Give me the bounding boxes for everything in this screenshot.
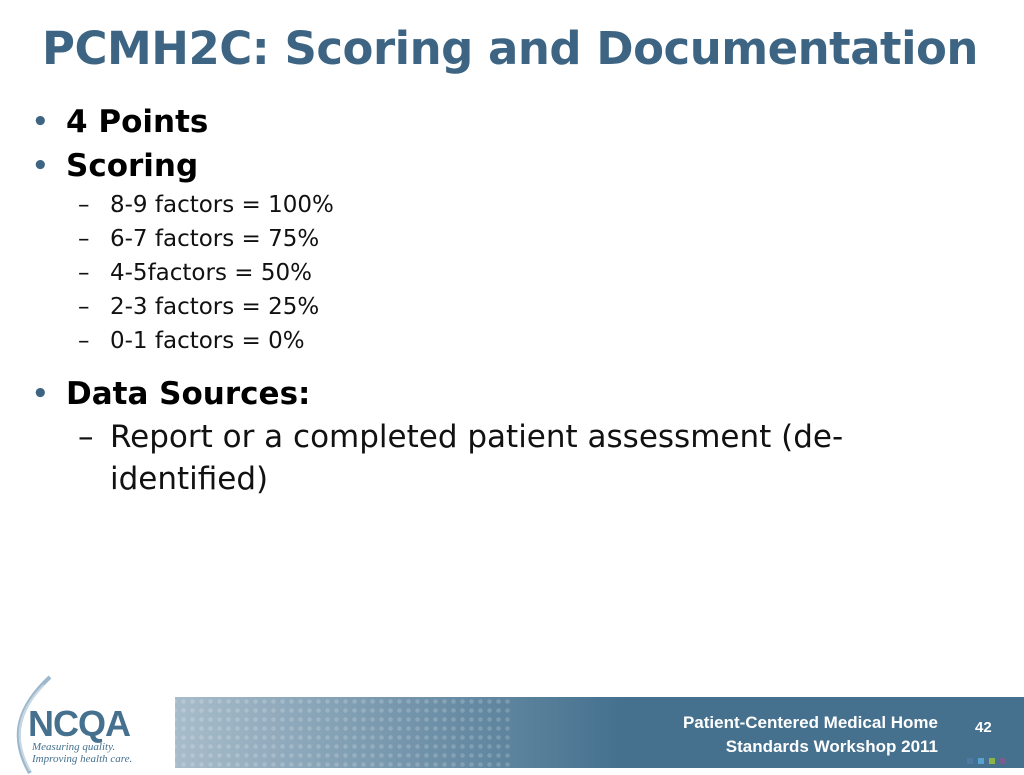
square-icon: [989, 758, 995, 764]
scoring-item-text: 8-9 factors = 100%: [110, 192, 334, 218]
ncqa-logo: [0, 697, 175, 768]
workshop-title: [683, 711, 938, 759]
logo-tagline: [32, 741, 132, 765]
bullet-icon: •: [32, 107, 49, 137]
dash-icon: –: [78, 328, 90, 354]
scoring-item-text: 6-7 factors = 75%: [110, 226, 320, 252]
spacer: [30, 358, 970, 372]
dash-icon: –: [78, 192, 90, 218]
scoring-item: [30, 188, 970, 222]
dash-icon: –: [78, 260, 90, 286]
bullet-scoring: [30, 144, 970, 188]
data-sources-item-text: Report or a completed patient assessment (de-identified): [110, 419, 844, 497]
bullet-icon: •: [32, 379, 49, 409]
footer-bar: [0, 697, 1024, 768]
workshop-line2: Standards Workshop 2011: [725, 737, 938, 756]
scoring-item: [30, 290, 970, 324]
decorative-squares: [967, 749, 1011, 768]
bullet-data-sources: [30, 372, 970, 416]
scoring-item: [30, 222, 970, 256]
bullet-points-label: 4 Points: [66, 104, 209, 140]
scoring-item-text: 0-1 factors = 0%: [110, 328, 305, 354]
logo-tagline-line1: Measuring quality.: [32, 741, 116, 753]
dash-icon: –: [78, 419, 94, 455]
logo-wordmark: NCQA: [28, 703, 130, 744]
footer-fade: [160, 697, 620, 768]
dash-icon: –: [78, 226, 90, 252]
scoring-item: [30, 256, 970, 290]
slide-content: [30, 100, 970, 500]
square-icon: [1000, 758, 1006, 764]
scoring-item-text: 4-5factors = 50%: [110, 260, 312, 286]
slide-title: PCMH2C: Scoring and Documentation: [42, 22, 978, 75]
bullet-scoring-label: Scoring: [66, 148, 199, 184]
bullet-points: [30, 100, 970, 144]
square-icon: [978, 758, 984, 764]
workshop-line1: Patient-Centered Medical Home: [682, 713, 938, 732]
scoring-item: [30, 324, 970, 358]
bullet-icon: •: [32, 151, 49, 181]
page-number: 42: [975, 719, 992, 736]
scoring-item-text: 2-3 factors = 25%: [110, 294, 320, 320]
data-sources-item: [30, 416, 970, 500]
dash-icon: –: [78, 294, 90, 320]
bullet-data-sources-label: Data Sources:: [66, 376, 311, 412]
logo-tagline-line2: Improving health care.: [32, 753, 133, 765]
square-icon: [967, 758, 973, 764]
